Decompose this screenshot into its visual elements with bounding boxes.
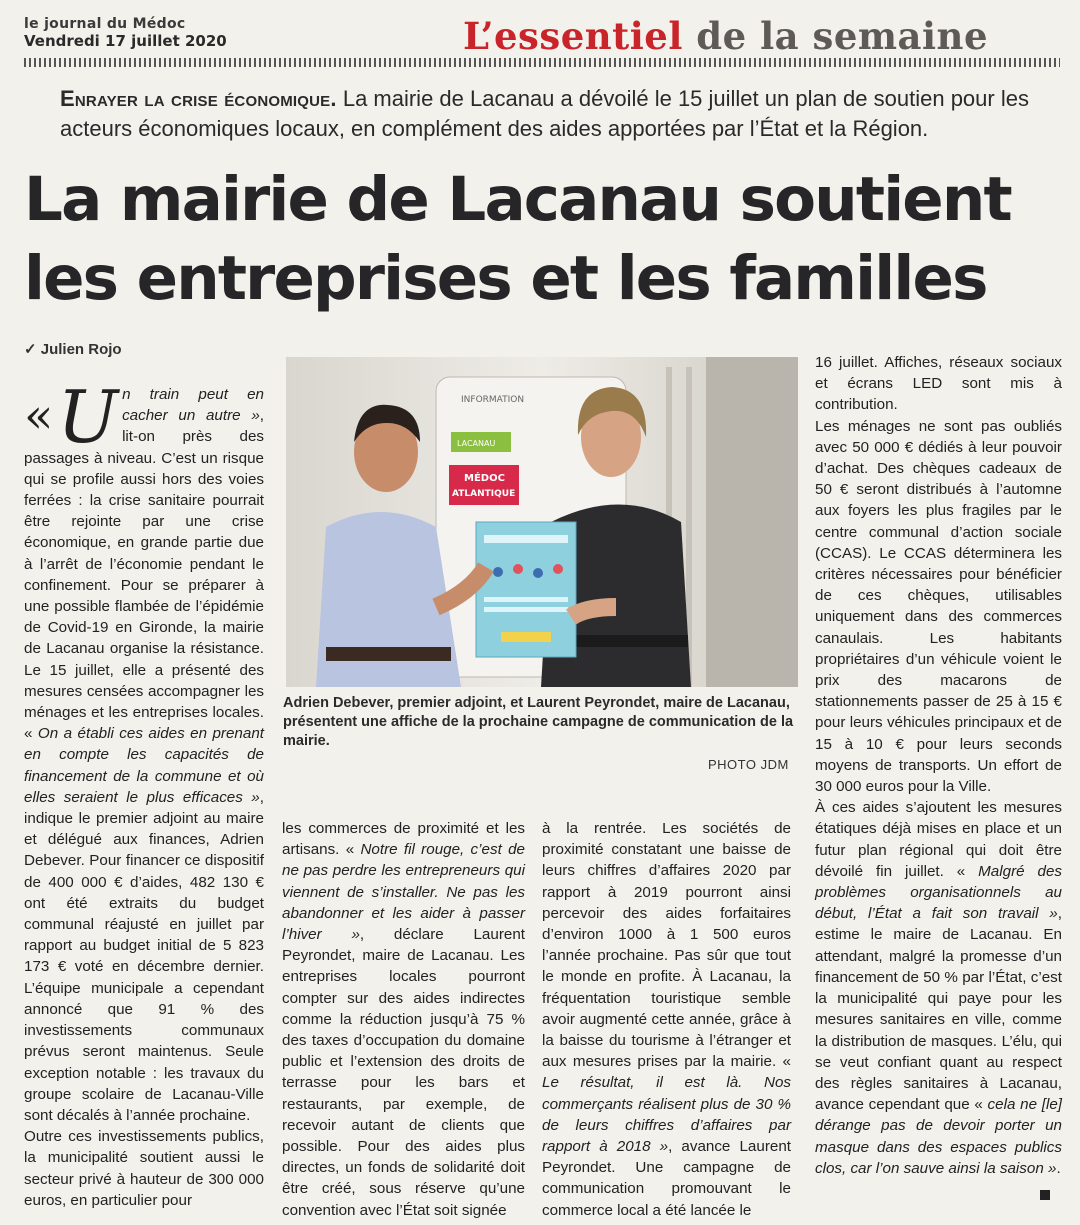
column-4-paragraph-1: 16 juillet. Affiches, réseaux sociaux et écrans LED sont mis à contribution. [815, 354, 1062, 414]
lede-kicker: Enrayer la crise économique. [60, 86, 337, 111]
body-text: . [1056, 1159, 1061, 1177]
lede-text: La mairie de Lacanau a dévoilé le 15 juillet un plan de soutien pour les acteurs économiques locaux, en complément des aides apportées par l’État et la Région. [60, 86, 1029, 141]
article-column-3 [542, 818, 791, 1221]
sign-text: INFORMATION [461, 395, 525, 405]
column-1-paragraph-2: Outre ces investissements publics, la municipalité soutient aussi le secteur privé à hauteur de 300 000 euros, en particulier pour [24, 1128, 264, 1209]
body-text: , avance Laurent Peyrondet. Une campagne de communication promouvant le commerce local a été lancée le [542, 1138, 791, 1219]
section-title [463, 14, 988, 58]
logo-medoc-2: ATLANTIQUE [452, 489, 516, 499]
column-1-paragraph-1 [24, 375, 264, 1126]
body-text: , estime le maire de Lacanau. En attendant, malgré la promesse d’un financement de 50 % par l’État, c’est la municipalité qui paye pour les mesures sanitaires en ville, comme la distribution de masques. L’élu, qui se veut confiant quant au respect des règles sanitaires à Lacanau, avance cependant que « [815, 905, 1062, 1114]
body-text: les commerces de proximité et les artisans. « [282, 820, 525, 859]
headline: La mairie de Lacanau soutient les entreprises et les familles [24, 164, 1011, 314]
column-3-paragraph-1 [542, 818, 791, 1221]
quote-text: Le résultat, il est là. Nos commerçants réalisent plus de 30 % de leurs chiffres d’affaires par rapport à 2018 » [542, 1074, 791, 1156]
column-4-paragraph-2: Les ménages ne sont pas oubliés avec 50 000 € dédiés à leur pouvoir d’achat. Des chèques cadeaux de 50 € seront distribués à l’automne aux foyers les plus fragiles par le centre communal d’action sociale (CCAS). Le CCAS déterminera les critères nécessaires pour bénéficier de ces chèques, utilisables uniquement dans des commerces canaulais. Les habitants propriétaires d’un véhicule voient le prix des macarons de stationnements passer de 25 à 15 € pour leurs véhicules principaux et de 15 à 10 € pour leurs seconds moyens de transports. Un effort de 30 000 euros pour la Ville. [815, 417, 1062, 796]
quote-text: n train peut en cacher un autre » [122, 386, 264, 425]
issue-date: Vendredi 17 juillet 2020 [24, 32, 227, 50]
photo-credit: PHOTO JDM [708, 757, 789, 772]
lede [60, 84, 1050, 144]
quote-text: Malgré des problèmes organisationnels au début, l’État a fait son travail » [815, 862, 1062, 923]
article-column-2 [282, 818, 525, 1221]
body-text: , lit-on près des passages à niveau. C’est un risque qui se profile aussi hors des voies ferrées : la crise sanitaire pourrait être rejointe par une crise économique, en grande partie due à l’arrêt de l’économie pendant le confinement. Pour se préparer à une possible flambée de l’épidémie de Covid-19 en Gironde, la mairie de Lacanau organise la résistance. Le 15 juillet, elle a présenté des mesures censées accompagner les ménages et les entreprises locales. « [24, 407, 264, 743]
column-4-paragraph-3 [815, 797, 1062, 1179]
quote-text: On a établi ces aides en prenant en compte les capacités de financement de la commune et où elles seraient le plus efficaces » [24, 725, 264, 806]
dropcap: U [57, 375, 119, 459]
open-quote: « [24, 388, 54, 444]
column-2-paragraph-1 [282, 818, 525, 1221]
logo-lacanau: LACANAU [457, 439, 496, 448]
article-column-1 [24, 375, 264, 1211]
article-photo [286, 357, 798, 687]
byline: ✓ Julien Rojo [24, 341, 122, 358]
logo-medoc-1: MÉDOC [464, 473, 505, 484]
quote-text: Notre fil rouge, c’est de ne pas perdre les entrepreneurs qui viennent de s’installer. Ne pas les abandonner et les aider à passer l’hiver » [282, 841, 525, 944]
body-text: , déclare Laurent Peyrondet, maire de Lacanau. Les entreprises locales pourront compter sur des aides indirectes comme la réduction jusqu’à 75 % des taxes d’occupation du domaine public et l’extension des droits de terrasse pour les bars et restaurants, par exemple, de recevoir autant de clients que possible. Pour des aides plus directes, un fonds de solidarité doit être créé, sous réserve qu’une convention avec l’État soit signée [282, 926, 525, 1219]
journal-name: le journal du Médoc [24, 16, 186, 32]
campaign-poster [476, 522, 576, 657]
section-title-red: L’essentiel [462, 14, 683, 58]
article-column-4 [815, 352, 1062, 1179]
body-text: , indique le premier adjoint au maire et délégué aux finances, Adrien Debever. Pour financer ce dispositif de 400 000 € d’aides, 482 130 € ont été extraits du budget communal réajusté en juillet par rapport au budget initial de 5 823 173 € voté en décembre dernier. L’équipe municipale a cependant annoncé que 91 % des investissements communaux prévus seront maintenus. Seule exception notable : les travaux du groupe scolaire de Lacanau-Ville sont décalés à l’année prochaine. [24, 788, 264, 1124]
masthead-left [24, 16, 227, 50]
quote-text: cela ne [le] dérange pas de devoir porter un masque dans des espaces publics clos, car l’on sauve ainsi la saison » [815, 1096, 1062, 1177]
body-text: À ces aides s’ajoutent les mesures étatiques déjà mises en place et un futur plan régional qui doit être dévoilé fin juillet. « [815, 799, 1062, 880]
section-title-gray: de la semaine [696, 14, 988, 58]
photo-caption: Adrien Debever, premier adjoint, et Laurent Peyrondet, maire de Lacanau, présentent une affiche de la prochaine campagne de communication de la mairie. [283, 695, 794, 749]
end-of-article-mark [1040, 1190, 1050, 1200]
masthead-rule [24, 58, 1060, 67]
body-text: à la rentrée. Les sociétés de proximité constatant une baisse de leurs chiffres d’affaires 2020 par rapport à 2019 pourront ainsi percevoir des aides forfaitaires d’environ 1000 à 1 500 euros l’année prochaine. Pas sûr que tout le monde en profite. À Lacanau, la fréquentation touristique semble avoir augmenté cette année, grâce à la baisse du tourisme à l’étranger et aux mesures prises par la mairie. « [542, 820, 791, 1071]
photo-illustration [286, 357, 798, 687]
